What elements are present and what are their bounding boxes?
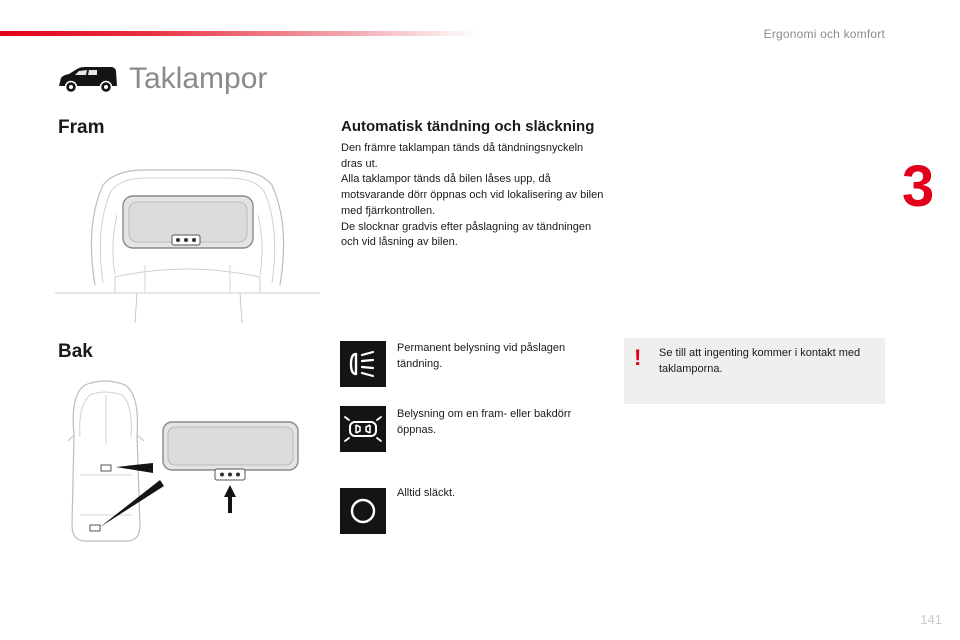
- automatic-paragraph: Den främre taklampan tänds då tändningsnyckeln dras ut.: [341, 142, 584, 170]
- page-number: 141: [920, 612, 942, 627]
- mode-text: Alltid släckt.: [397, 487, 456, 499]
- car-icon: [57, 64, 119, 96]
- automatic-heading: Automatisk tändning och släckning: [341, 118, 595, 135]
- automatic-paragraph: De slocknar gradvis efter påslagning av tändningen och vid låsning av bilen.: [341, 220, 592, 249]
- warning-text: Se till att ingenting kommer i kontakt med taklamporna.: [659, 347, 861, 375]
- top-accent-bar: [0, 31, 480, 36]
- chapter-number: 3: [902, 154, 935, 219]
- front-ceiling-lamp-illustration: [55, 165, 320, 325]
- light-on-icon: [340, 341, 386, 387]
- warning-icon: !: [634, 345, 642, 370]
- mode-text: Belysning om en fram- eller bakdörr öppnas.: [397, 408, 572, 436]
- automatic-description: [341, 141, 606, 251]
- mode-text: Permanent belysning vid påslagen tändning.: [397, 342, 566, 370]
- rear-heading: Bak: [58, 341, 93, 362]
- front-heading: Fram: [58, 117, 105, 138]
- door-light-icon: [340, 406, 386, 452]
- page-title: Taklampor: [129, 62, 268, 95]
- automatic-paragraph: Alla taklampor tänds då bilen låses upp, då motsvarande dörr öppnas och vid lokalisering av bilen med fjärrkontrollen.: [341, 173, 604, 217]
- rear-ceiling-lamp-illustration: [60, 375, 310, 545]
- chapter-title: Ergonomi och komfort: [763, 27, 885, 41]
- warning-box: [624, 338, 885, 404]
- light-off-icon: [340, 488, 386, 534]
